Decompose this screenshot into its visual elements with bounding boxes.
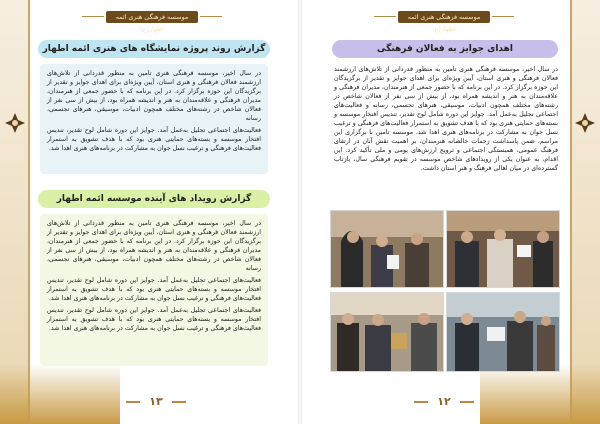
paragraph: در سال اخیر، موسسه فرهنگی هنری تامین به منظور قدردانی از تلاش‌های ارزشمند فعالان فرهنگی و هنری استان، آیین ویژه‌ای برای اهدای جوایز و تقدیر از برگزیدگان این حوزه برگزار کرد. در این برنامه که با حضور جمعی از هنرمندان، مدیران فرهنگی و علاقه‌مندان به هنر و اندیشه همراه بود، از بیش از سی نفر از فعالان شاخص در رشته‌های مختلف همچون ادبیات، موسیقی، هنرهای تجسمی، رسانه bbox=[47, 70, 261, 122]
section-title-awards: اهدای جوایز به فعالان فرهنگی bbox=[332, 40, 558, 58]
book-spine bbox=[298, 0, 302, 424]
page-header-tag: موسسه فرهنگی هنری ائمه اطهار(ع) bbox=[398, 11, 490, 23]
right-page bbox=[300, 0, 600, 424]
section-text-awards bbox=[330, 62, 562, 202]
page-number: ۱۲ bbox=[431, 392, 457, 412]
right-page-margin-band bbox=[572, 0, 600, 424]
award-photo-1 bbox=[330, 210, 444, 288]
award-photo-2 bbox=[446, 210, 560, 288]
section-title-exhibition-project: گزارش روند پروژه نمایشگاه های هنری ائمه اطهار bbox=[38, 40, 270, 58]
page-header-tag: موسسه فرهنگی هنری ائمه اطهار(ع) bbox=[106, 11, 198, 23]
paragraph: فعالیت‌های اجتماعی تجلیل به‌عمل آمد. جوایز این دوره شامل لوح تقدیر، تندیس افتخار موسسه و بسته‌های حمایتی هنری بود که با هدف تشویق به استمرار فعالیت‌های فرهنگی و ترغیب نسل جوان به مشارکت در برنامه‌های هنری اهدا شد. bbox=[47, 277, 261, 302]
paragraph: در سال اخیر، موسسه فرهنگی هنری تامین به منظور قدردانی از تلاش‌های ارزشمند فعالان فرهنگی و هنری استان، آیین ویژه‌ای برای اهدای جوایز و تقدیر از برگزیدگان این حوزه برگزار کرد. در این برنامه که با حضور جمعی از هنرمندان، مدیران فرهنگی و علاقه‌مندان به هنر و اندیشه همراه بود، از بیش از سی نفر از فعالان شاخص در رشته‌های مختلف همچون ادبیات، موسیقی، هنرهای تجسمی، رسانه و فعالیت‌های اجتماعی تجلیل به‌عمل آمد. جوایز این دوره شامل لوح تقدیر، تندیس افتخار موسسه و بسته‌های حمایتی هنری بود که با هدف تشویق به استمرار فعالیت‌های فرهنگی و ترغیب نسل جوان به مشارکت در برنامه‌های هنری اهدا شد. موسسه تامین با برگزاری این مراسم، ضمن پاسداشت زحمات خالصانه هنرمندان، بر اهمیت نقش آنان در ارتقای فرهنگ عمومی، همبستگی اجتماعی و ترویج ارزش‌های بومی و ملی تأکید کرد. این اقدام، به عنوان یکی از رویدادهای شاخص موسسه در تقویم فرهنگی سال، بازتاب گسترده‌ای در میان اهالی فرهنگ و هنر استان داشت. bbox=[334, 66, 558, 172]
section-title-upcoming-events: گزارش رویداد های آینده موسسه ائمه اطهار bbox=[38, 190, 270, 208]
left-page-gold-corner bbox=[0, 364, 120, 424]
left-page-margin-line bbox=[28, 0, 30, 424]
award-photo-3 bbox=[330, 292, 444, 372]
section-text-exhibition-project bbox=[40, 64, 268, 174]
right-page-gold-corner bbox=[480, 364, 600, 424]
paragraph: فعالیت‌های اجتماعی تجلیل به‌عمل آمد. جوایز این دوره شامل لوح تقدیر، تندیس افتخار موسسه و بسته‌های حمایتی هنری بود که با هدف تشویق به استمرار فعالیت‌های فرهنگی و ترغیب نسل جوان به مشارکت در برنامه‌های هنری اهدا شد. bbox=[47, 307, 261, 332]
left-page-margin-band bbox=[0, 0, 28, 424]
ornament-icon bbox=[574, 112, 596, 134]
page-number: ۱۳ bbox=[143, 392, 169, 412]
right-page-margin-line bbox=[570, 0, 572, 424]
paragraph: در سال اخیر، موسسه فرهنگی هنری تامین به منظور قدردانی از تلاش‌های ارزشمند فعالان فرهنگی و هنری استان، آیین ویژه‌ای برای اهدای جوایز و تقدیر از برگزیدگان این حوزه برگزار کرد. در این برنامه که با حضور جمعی از هنرمندان، مدیران فرهنگی و علاقه‌مندان به هنر و اندیشه همراه بود، از بیش از سی نفر از فعالان شاخص در رشته‌های مختلف همچون ادبیات، موسیقی، هنرهای تجسمی، رسانه bbox=[47, 220, 261, 272]
award-photo-4 bbox=[446, 292, 560, 372]
ornament-icon bbox=[4, 112, 26, 134]
paragraph: فعالیت‌های اجتماعی تجلیل به‌عمل آمد. جوایز این دوره شامل لوح تقدیر، تندیس افتخار موسسه و بسته‌های حمایتی هنری بود که با هدف تشویق به استمرار فعالیت‌های فرهنگی و ترغیب نسل جوان به مشارکت در برنامه‌های هنری اهدا شد. bbox=[47, 127, 261, 152]
section-text-upcoming-events bbox=[40, 214, 268, 366]
